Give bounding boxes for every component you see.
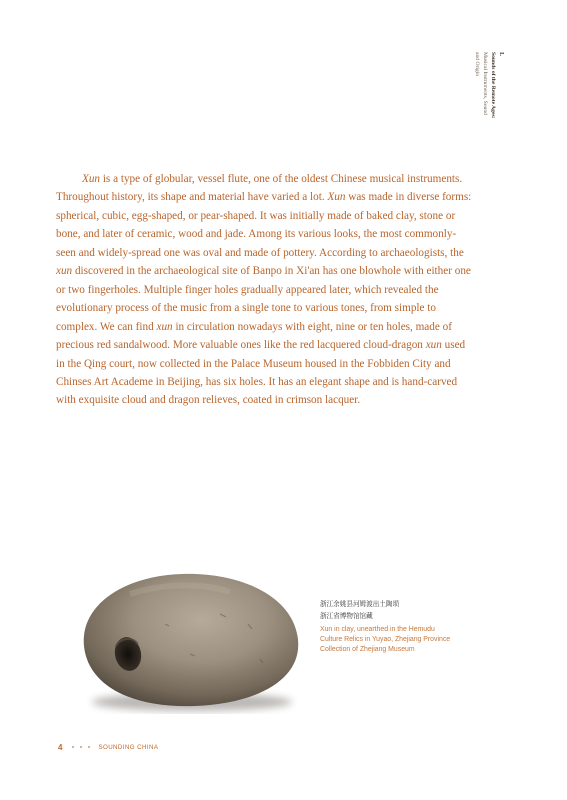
caption-en-line2: Culture Relics in Yuyao, Zhejiang Province [320,636,451,643]
chapter-subtitle-line1: Musical Instruments, Sound [482,52,488,115]
photo-caption [320,598,460,655]
italic-term: xun [156,320,173,333]
footer-dot [88,746,90,748]
page-footer [58,741,158,753]
caption-zh-line2: 浙江省博物馆馆藏 [320,612,373,620]
footer-dot [72,746,74,748]
chapter-subtitle-line2: and Origin [474,52,480,77]
book-title: SOUNDING CHINA [98,743,159,751]
text-run: discovered in the archaeological site of Banpo in Xi'an has one blowhole with either one or two fingerholes. Multiple finger holes gradually appeared later, which revealed the evolutionary process of the music from a single tone to various tones, from simple to complex. We can find [56,265,471,333]
text-run: is a type of globular, vessel flute, one of the oldest Chinese musical instruments. Throughout history, its shape and material have varied a lot. [56,173,463,204]
footer-dot [80,746,82,748]
chapter-number: I. [498,52,504,56]
chapter-title: Sounds of the Remote Ages: [490,52,496,119]
caption-zh-line1: 浙江余姚县河姆渡出土陶埙 [320,600,400,608]
text-run: was made in diverse forms: spherical, cubic, egg-shaped, or pear-shaped. It was initially made of baked clay, stone or bone, and later of ceramic, wood and jade. Among its various looks, the most commonly-seen and widely-spread one was oval and made of pottery. According to archaeologists, the [56,191,472,259]
xun-photo [70,554,310,714]
footer-dots [72,746,90,748]
text-run: in circulation nowadays with eight, nine or ten holes, made of precious red sandalwood. More valuable ones like the red lacquered cloud-dragon [56,320,452,352]
italic-term: xun [56,265,73,278]
italic-term: Xun [327,191,346,204]
caption-en-line1: Xun in clay, unearthed in the Hemudu [320,626,435,633]
italic-term: xun [425,339,442,352]
caption-en [320,625,460,655]
text-run: used in the Qing court, now collected in the Palace Museum housed in the Fobbiden City and Chinses Art Academe in Beijing, has six holes. It has an elegant shape and is hand-carved with exquisite cloud and dragon relieves, coated in crimson lacquer. [56,339,466,407]
caption-zh [320,598,460,622]
caption-en-line3: Collection of Zhejiang Museum [320,646,415,653]
article-paragraph [56,170,476,410]
italic-term: Xun [82,173,101,185]
page-number: 4 [58,742,63,752]
clay-xun-image [70,554,310,714]
article-body [56,170,476,410]
chapter-marker [468,52,510,182]
